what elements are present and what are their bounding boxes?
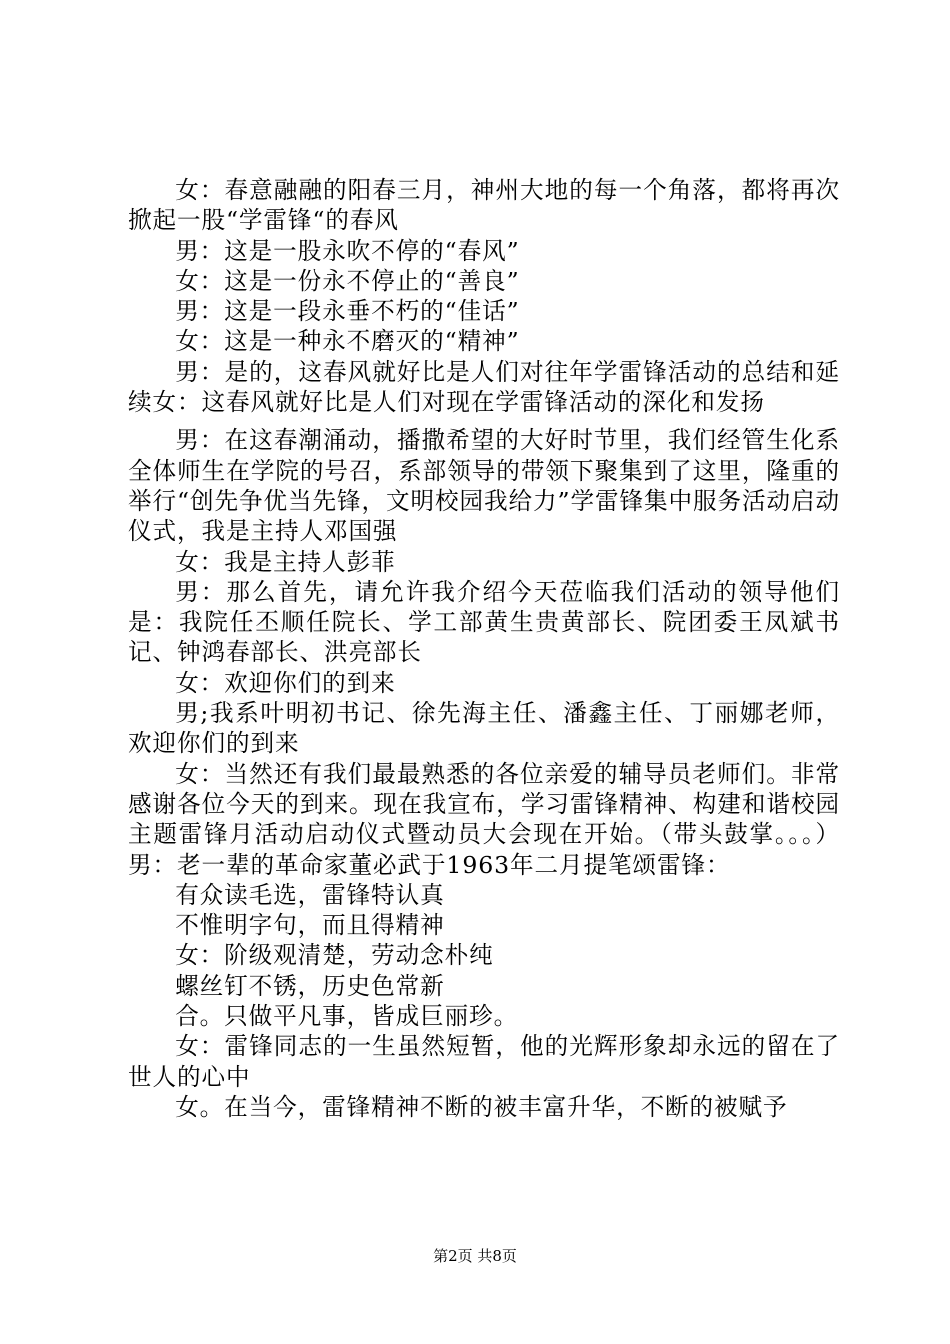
- paragraph-9: 男：那么首先，请允许我介绍今天莅临我们活动的领导他们是：我院任丕顺任院长、学工部黄生贵黄部长、院团委王凤斌书记、钟鸿春部长、洪亮部长: [128, 577, 840, 667]
- poem-line-4: 螺丝钉不锈，历史色常新: [175, 971, 445, 1000]
- poem-line-2: 不惟明字句，而且得精神: [175, 911, 445, 940]
- paragraph-2: 男：这是一股永吹不停的“春风”: [175, 236, 520, 265]
- document-body: [128, 175, 840, 1122]
- poem-line-5: 合。只做平凡事，皆成巨丽珍。: [175, 1002, 519, 1031]
- paragraph-11: 男;我系叶明初书记、徐先海主任、潘鑫主任、丁丽娜老师，欢迎你们的到来: [128, 699, 840, 758]
- paragraph-6: 男：是的，这春风就好比是人们对往年学雷锋活动的总结和延续女：这春风就好比是人们对现在学雷锋活动的深化和发扬: [128, 357, 840, 417]
- page-number-label: 第2页 共8页: [433, 1247, 517, 1265]
- paragraph-12: 女：当然还有我们最最熟悉的各位亲爱的辅导员老师们。非常感谢各位今天的到来。现在我宣布，学习雷锋精神、构建和谐校园主题雷锋月活动启动仪式暨动员大会现在开始。（带头鼓掌。。。）男：老一辈的革命家董必武于1963年二月提笔颂雷锋：: [128, 759, 840, 879]
- poem-line-3: 女：阶级观清楚，劳动念朴纯: [175, 941, 494, 970]
- paragraph-10: 女：欢迎你们的到来: [175, 668, 396, 697]
- paragraph-5: 女：这是一种永不磨灭的“精神”: [175, 327, 520, 356]
- paragraph-7: 男：在这春潮涌动，播撒希望的大好时节里，我们经管生化系全体师生在学院的号召，系部领导的带领下聚集到了这里，隆重的举行“创先争优当先锋，文明校园我给力”学雷锋集中服务活动启动仪式，我是主持人邓国强: [128, 426, 840, 546]
- paragraph-1: 女：春意融融的阳春三月，神州大地的每一个角落，都将再次掀起一股“学雷锋“的春风: [128, 176, 840, 235]
- paragraph-4: 男：这是一段永垂不朽的“佳话”: [175, 297, 520, 326]
- poem-line-1: 有众读毛选，雷锋特认真: [175, 880, 445, 909]
- paragraph-13: 女：雷锋同志的一生虽然短暂，他的光辉形象却永远的留在了世人的心中: [128, 1032, 840, 1091]
- paragraph-3: 女：这是一份永不停止的“善良”: [175, 266, 520, 295]
- paragraph-8: 女：我是主持人彭菲: [175, 547, 396, 576]
- paragraph-14: 女。在当今，雷锋精神不断的被丰富升华，不断的被赋予: [175, 1092, 788, 1121]
- page-footer: [0, 1246, 950, 1266]
